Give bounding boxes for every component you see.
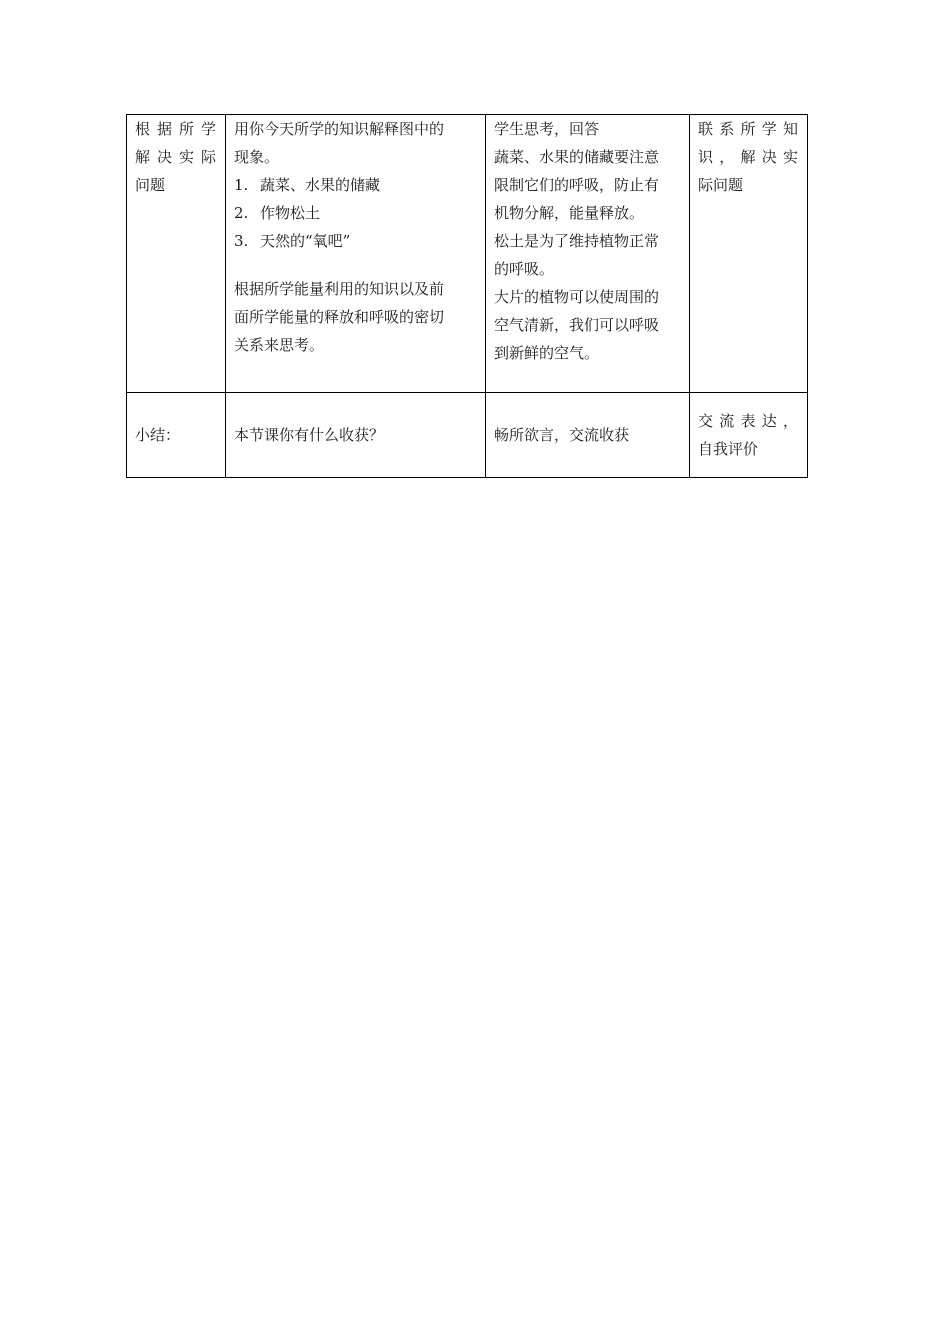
table-row: [127, 115, 808, 393]
stage-line: 解决实际: [135, 148, 217, 166]
list-item-text: 蔬菜、水果的储藏: [260, 176, 381, 194]
stage-line: 问题: [135, 176, 166, 194]
teacher-activity-cell: [226, 393, 486, 478]
student-activity-cell: [486, 115, 690, 393]
teacher-activity-cell: [226, 115, 486, 393]
list-item: [234, 171, 477, 199]
purpose-line: 交流表达，: [698, 412, 799, 430]
student-line: 松土是为了维持植物正常: [494, 232, 660, 250]
student-activity-cell: [486, 393, 690, 478]
teacher-intro-line: 现象。: [234, 148, 280, 166]
spacer: [234, 255, 477, 275]
purpose-line: 自我评价: [698, 440, 759, 458]
list-item-number: 2.: [234, 204, 249, 222]
purpose-line: 联系所学知: [698, 120, 799, 138]
student-line: 畅所欲言，交流收获: [494, 426, 630, 444]
stage-cell: [127, 393, 226, 478]
list-item-number: 3.: [234, 232, 249, 250]
student-line: 的呼吸。: [494, 260, 555, 278]
list-item: [234, 227, 477, 255]
teacher-intro-line: 用你今天所学的知识解释图中的: [234, 120, 445, 138]
list-item-text: 天然的“氧吧”: [260, 232, 351, 250]
student-line: 机物分解，能量释放。: [494, 204, 645, 222]
stage-line: 根据所学: [135, 120, 217, 138]
lesson-plan-table: [126, 114, 808, 478]
stage-cell: [127, 115, 226, 393]
student-line: 限制它们的呼吸，防止有: [494, 176, 660, 194]
teacher-note-line: 面所学能量的释放和呼吸的密切: [234, 308, 445, 326]
list-item-number: 1.: [234, 176, 249, 194]
teacher-note-line: 根据所学能量利用的知识以及前: [234, 280, 445, 298]
student-line: 空气清新，我们可以呼吸: [494, 316, 660, 334]
stage-line: 小结：: [135, 426, 181, 444]
list-item-text: 作物松土: [260, 204, 321, 222]
student-line: 学生思考，回答: [494, 120, 600, 138]
purpose-line: 识，解决实: [698, 148, 799, 166]
purpose-cell: [690, 115, 808, 393]
table-row: [127, 393, 808, 478]
student-line: 蔬菜、水果的储藏要注意: [494, 148, 660, 166]
student-line: 到新鲜的空气。: [494, 344, 600, 362]
student-line: 大片的植物可以使周围的: [494, 288, 660, 306]
list-item: [234, 199, 477, 227]
purpose-line: 际问题: [698, 176, 744, 194]
teacher-question: 本节课你有什么收获？: [234, 426, 385, 444]
purpose-cell: [690, 393, 808, 478]
teacher-note-line: 关系来思考。: [234, 336, 325, 354]
